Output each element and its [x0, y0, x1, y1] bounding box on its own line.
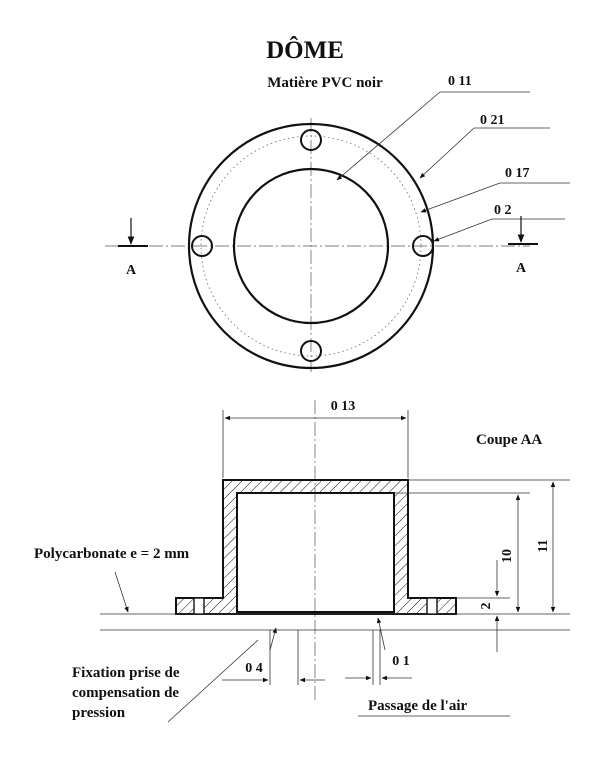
air-passage-arrow [378, 618, 385, 650]
dim-label-1: 0 1 [392, 654, 410, 669]
section-marker-right: A [515, 261, 527, 276]
fixation-label-line3: pression [72, 705, 126, 721]
section-view [34, 399, 570, 722]
leader-dim-11 [337, 92, 440, 180]
dim-label-height-2: 2 [479, 602, 494, 610]
dim-label-13: 0 13 [330, 399, 356, 414]
fixation-arrow [270, 628, 276, 650]
section-marker-left: A [125, 263, 137, 278]
leader-dim-21 [420, 128, 474, 178]
drawing-title: DÔME [266, 37, 344, 64]
fixation-leader [168, 640, 258, 722]
top-view [105, 74, 570, 372]
leader-dim-17 [421, 183, 500, 212]
dim-label-height-11: 11 [536, 539, 551, 553]
fixation-label-line2: compensation de [72, 685, 180, 701]
polycarbonate-label: Polycarbonate e = 2 mm [34, 546, 190, 562]
dim-label-17: 0 17 [505, 166, 530, 181]
dome-body-section [176, 480, 456, 614]
dim-label-height-10: 10 [500, 549, 515, 563]
dim-label-21: 0 21 [480, 113, 505, 128]
flange-hole-right [427, 598, 437, 614]
fixation-label-line1: Fixation prise de [72, 665, 180, 681]
dim-label-4: 0 4 [245, 661, 263, 676]
material-label: Matière PVC noir [267, 75, 383, 91]
dim-label-2: 0 2 [494, 203, 512, 218]
section-title: Coupe AA [476, 432, 543, 448]
flange-hole-left [194, 598, 204, 614]
dim-label-11: 0 11 [448, 74, 472, 89]
air-passage-label: Passage de l'air [368, 698, 468, 714]
leader-dim-2 [434, 219, 492, 241]
polycarbonate-leader [115, 572, 128, 612]
